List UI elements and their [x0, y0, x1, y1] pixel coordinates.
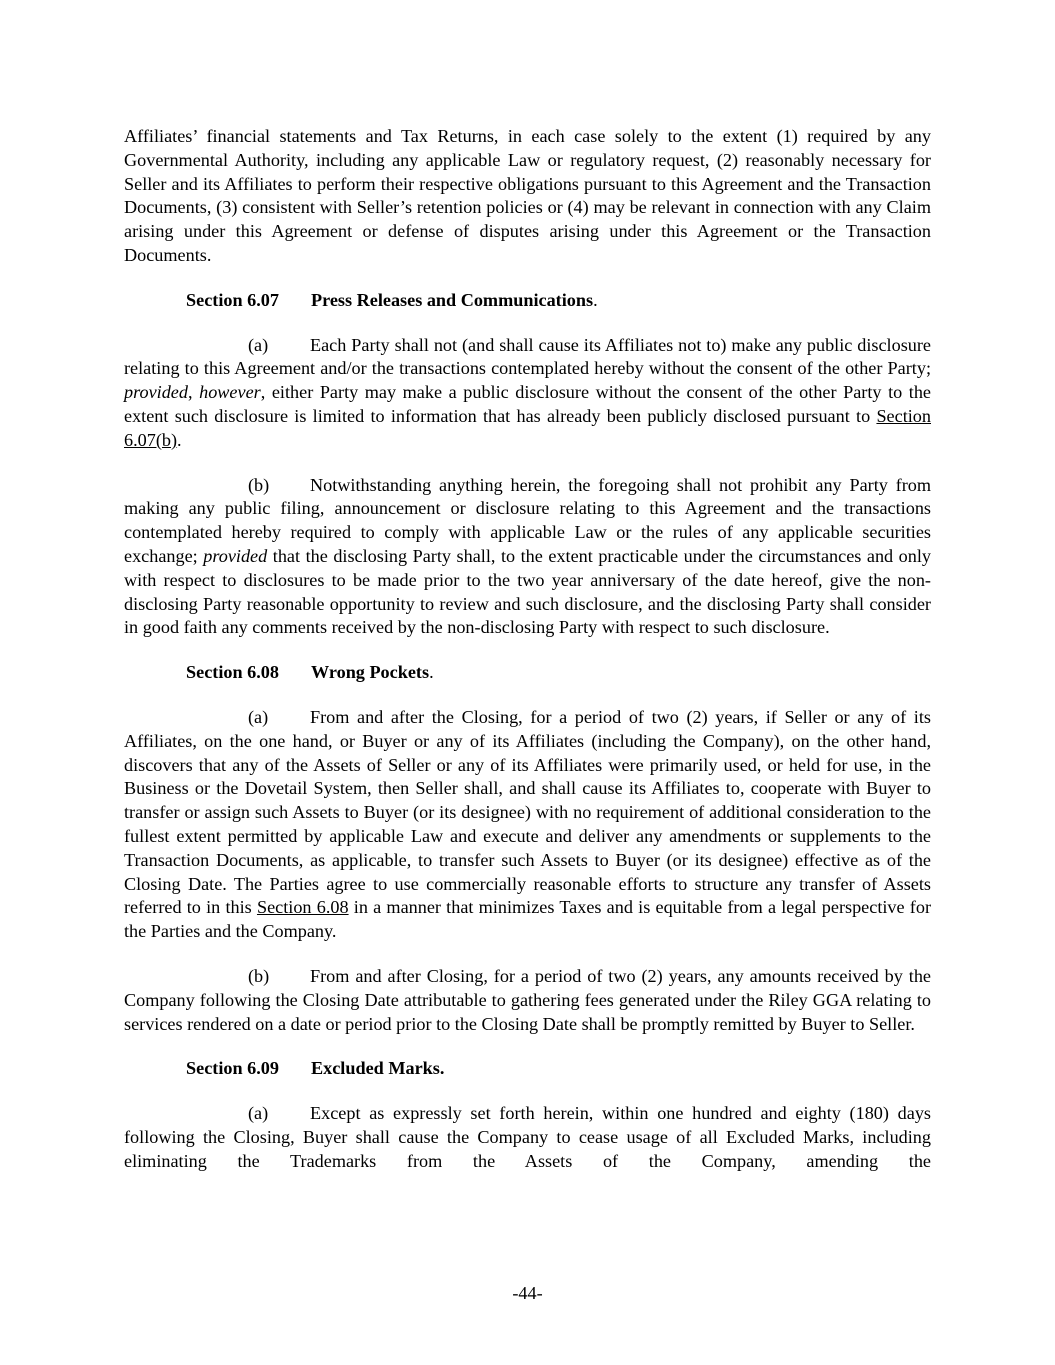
section-6-08-b-paragraph: (b) From and after Closing, for a period of two (2) years, any amounts received by the Company following the Closing Date attributable to gathering fees generated under the Riley GGA relating to services rendered on a date or period prior to the Closing Date shall be promptly remitted by Buyer to Seller. [124, 965, 931, 1034]
section-6-07-b-paragraph: (b) Notwithstanding anything herein, the foregoing shall not prohibit any Party from making any public filing, announcement or disclosure relating to this Agreement and the transactions contemplated hereby required to comply with applicable Law or the rules of any applicable securities exchange; provided that the disclosing Party shall, to the extent practicable under the circumstances and only with respect to disclosures to be made prior to the two year anniversary of the date hereof, give the non-disclosing Party reasonable opportunity to review and such disclosure, and the disclosing Party shall consider in good faith any comments received by the non-disclosing Party with respect to such disclosure. [124, 474, 931, 638]
section-6-09-a-paragraph: (a) Except as expressly set forth herein, within one hundred and eighty (180) days following the Closing, Buyer shall cause the Company to cease usage of all Excluded Marks, including eliminating the Trademarks from the Assets of the Company, amending the [124, 1103, 931, 1171]
cross-reference: Section 6.08 [256, 897, 349, 918]
section-6-08-heading: Section 6.08 Wrong Pockets. [124, 661, 931, 685]
section-6-08-a-paragraph: (a) From and after the Closing, for a period of two (2) years, if Seller or any of its Affiliates, on the one hand, or Buyer or any of its Affiliates (including the Company), on the other hand, discovers that any of the Assets of Seller or any of its Affiliates were primarily used, or held for use, in the Business or the Dovetail System, then Seller shall, and shall cause its Affiliates to, cooperate with Buyer to transfer or assign such Assets to Buyer (or its designee) with no requirement of additional consideration to the fullest extent permitted by applicable Law and execute and deliver any amendments or supplements to the Transaction Documents, as applicable, to transfer such Assets to Buyer (or its designee) effective as of the Closing Date. The Parties agree to use commercially reasonable efforts to structure any transfer of Assets referred to in this Section 6.08 in a manner that minimizes Taxes and is equitable from a legal perspective for the Parties and the Company. [124, 706, 932, 942]
clause-label: (b) [248, 474, 270, 495]
document-page [124, 125, 931, 1173]
section-title: Press Releases and Communications [311, 289, 594, 310]
clause-label: (a) [248, 334, 269, 355]
section-number: Section 6.08 [186, 662, 279, 683]
section-title: Wrong Pockets [311, 662, 430, 683]
section-6-07-heading: Section 6.07 Press Releases and Communications. [124, 289, 931, 313]
section-number: Section 6.07 [186, 289, 279, 310]
section-6-09-heading [124, 1057, 931, 1081]
clause-label: (a) [248, 1103, 269, 1124]
section-number: Section 6.09 [186, 1058, 279, 1079]
clause-label: (b) [248, 965, 270, 986]
clause-label: (a) [248, 706, 269, 727]
continuation-paragraph: Affiliates’ financial statements and Tax Returns, in each case solely to the extent (1) required by any Governmental Authority, including any applicable Law or regulatory request, (2) reasonably necessary for Seller and its Affiliates to perform their respective obligations pursuant to this Agreement and the Transaction Documents, (3) consistent with Seller’s retention policies or (4) may be relevant in connection with any Claim arising under this Agreement or defense of disputes arising under this Agreement or the Transaction Documents. [124, 126, 931, 265]
section-title: Excluded Marks. [311, 1058, 445, 1079]
page-number: -44- [512, 1283, 543, 1303]
cross-reference: Section 6.07(b) [124, 405, 931, 450]
section-6-07-a-paragraph: (a) Each Party shall not (and shall cause its Affiliates not to) make any public disclosure relating to this Agreement and/or the transactions contemplated hereby without the consent of the other Party; provided, however, either Party may make a public disclosure without the consent of the other Party to the extent such disclosure is limited to information that has already been publicly disclosed pursuant to Section 6.07(b). [124, 334, 931, 450]
